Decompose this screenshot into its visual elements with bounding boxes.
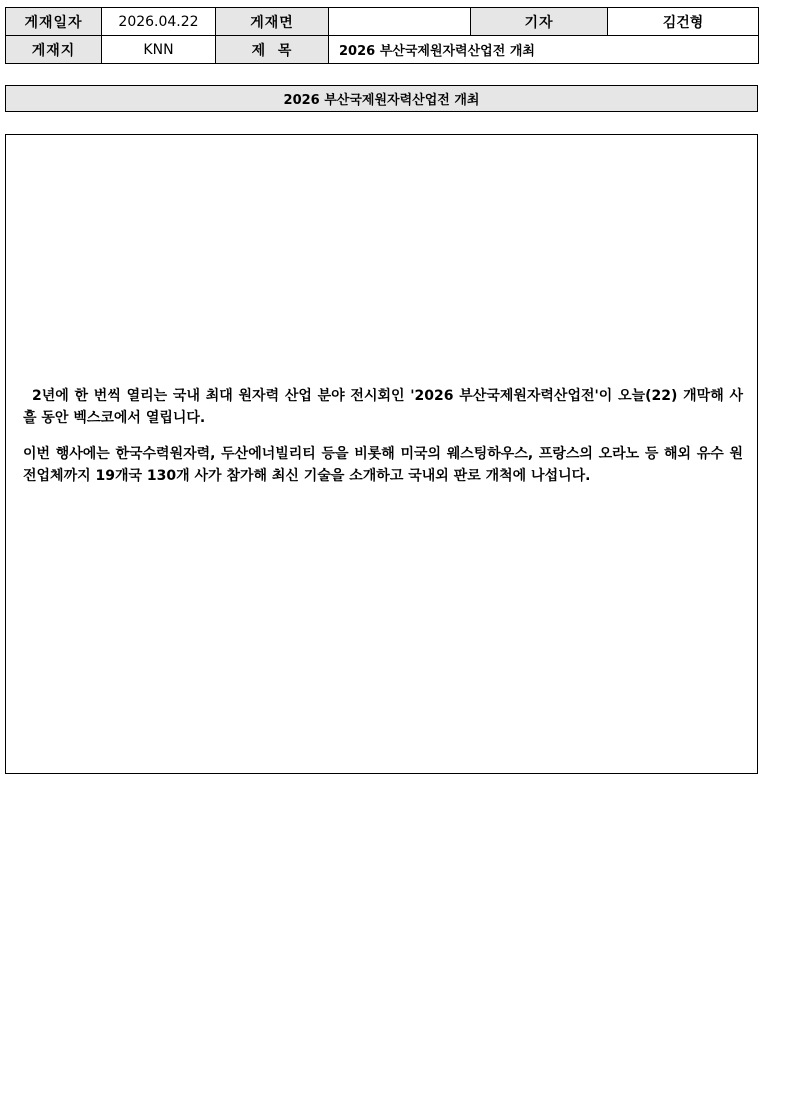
title-value: 2026 부산국제원자력산업전 개최 xyxy=(329,36,759,64)
date-label: 게재일자 xyxy=(6,8,102,36)
headline-bar xyxy=(5,85,758,112)
article-box xyxy=(5,134,758,774)
reporter-label: 기자 xyxy=(471,8,608,36)
title-label: 제 목 xyxy=(216,36,329,64)
outlet-value: KNN xyxy=(102,36,216,64)
headline-text: 2026 부산국제원자력산업전 개최 xyxy=(283,93,480,108)
date-value: 2026.04.22 xyxy=(102,8,216,36)
reporter-value: 김건형 xyxy=(608,8,759,36)
article-paragraph-1: 2년에 한 번씩 열리는 국내 최대 원자력 산업 분야 전시회인 '2026 부산국제원자력산업전'이 오늘(22) 개막해 사흘 동안 벡스코에서 열립니다. xyxy=(23,388,743,426)
article-body xyxy=(23,385,743,501)
page-value xyxy=(329,8,471,36)
page-label: 게재면 xyxy=(216,8,329,36)
article-meta-table xyxy=(5,7,759,64)
meta-row-2 xyxy=(6,36,759,64)
meta-row-1 xyxy=(6,8,759,36)
article-paragraph-2: 이번 행사에는 한국수력원자력, 두산에너빌리티 등을 비롯해 미국의 웨스팅하우스, 프랑스의 오라노 등 해외 유수 원전업체까지 19개국 130개 사가 참가해 최신 기술을 소개하고 국내외 판로 개척에 나섭니다. xyxy=(23,446,743,484)
outlet-label: 게재지 xyxy=(6,36,102,64)
